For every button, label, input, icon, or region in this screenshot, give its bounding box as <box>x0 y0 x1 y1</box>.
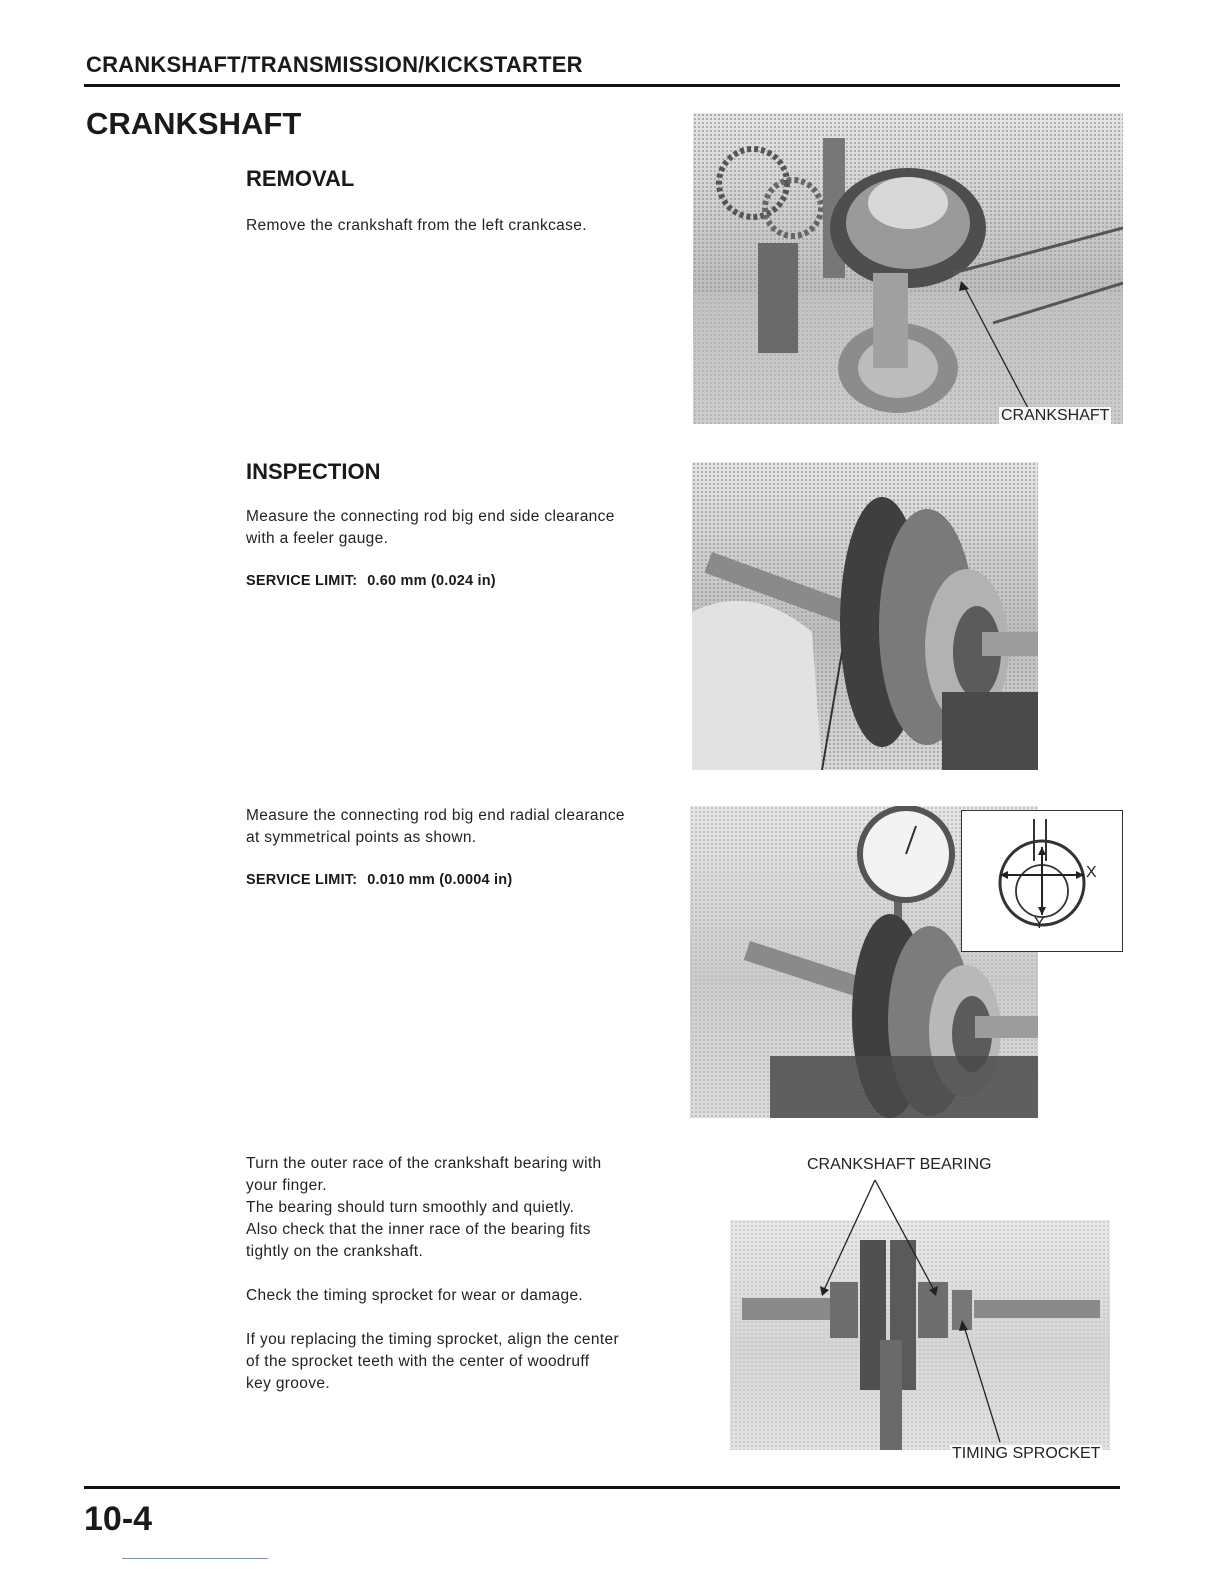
bearing-text-line-1: Turn the outer race of the crankshaft bearing with <box>246 1155 602 1172</box>
callout-leader-lines <box>700 1150 1120 1468</box>
side-clearance-text <box>246 506 678 550</box>
service-limit-value: 0.010 mm (0.0004 in) <box>367 872 513 888</box>
crankshaft-bearing-figure <box>700 1150 1120 1468</box>
crankshaft-label: CRANKSHAFT <box>1001 407 1110 424</box>
bearing-text-line-5: tightly on the crankshaft. <box>246 1243 424 1260</box>
header-rule <box>84 84 1120 87</box>
radial-clearance-line-1: Measure the connecting rod big end radial clearance <box>246 807 625 824</box>
bearing-text-line-4: Also check that the inner race of the bearing fits <box>246 1221 591 1238</box>
bearing-text-line-2: your finger. <box>246 1177 327 1194</box>
removal-heading: REMOVAL <box>246 166 355 191</box>
sprocket-replace-text <box>246 1329 678 1395</box>
y-axis-label: Y <box>1034 915 1045 932</box>
sprocket-replace-line-2: of the sprocket teeth with the center of woodruff <box>246 1353 590 1370</box>
radial-clearance-inset-diagram <box>961 810 1123 952</box>
sprocket-check-line: Check the timing sprocket for wear or damage. <box>246 1287 584 1304</box>
side-clearance-line-2: with a feeler gauge. <box>246 530 389 547</box>
bearing-text-line-3: The bearing should turn smoothly and quietly. <box>246 1199 575 1216</box>
service-limit-value: 0.60 mm (0.024 in) <box>367 573 496 589</box>
radial-clearance-text <box>246 805 678 849</box>
side-clearance-line-1: Measure the connecting rod big end side clearance <box>246 508 615 525</box>
service-limit-label: SERVICE LIMIT: <box>246 573 358 589</box>
sprocket-replace-line-3: key groove. <box>246 1375 330 1392</box>
page-number: 10-4 <box>84 1500 153 1538</box>
inspection-heading: INSPECTION <box>246 459 381 484</box>
sprocket-replace-line-1: If you replacing the timing sprocket, align the center <box>246 1331 620 1348</box>
page-title: CRANKSHAFT <box>86 106 302 141</box>
removal-text-line: Remove the crankshaft from the left crankcase. <box>246 217 587 234</box>
radial-clearance-line-2: at symmetrical points as shown. <box>246 829 477 846</box>
bearing-check-text <box>246 1153 678 1263</box>
crankshaft-removal-illustration <box>693 113 1123 424</box>
running-header: CRANKSHAFT/TRANSMISSION/KICKSTARTER <box>86 52 583 77</box>
footer-decorative-line <box>122 1558 268 1559</box>
side-clearance-service-limit <box>246 573 496 589</box>
x-axis-label: X <box>1086 864 1097 881</box>
removal-text <box>246 215 678 237</box>
footer-rule <box>84 1486 1120 1489</box>
sprocket-check-text <box>246 1285 678 1307</box>
crankshaft-removal-photo <box>693 113 1123 424</box>
service-limit-label: SERVICE LIMIT: <box>246 872 358 888</box>
feeler-gauge-illustration <box>692 462 1038 770</box>
feeler-gauge-photo <box>692 462 1038 770</box>
timing-sprocket-label: TIMING SPROCKET <box>952 1445 1101 1462</box>
crankshaft-bearing-label: CRANKSHAFT BEARING <box>807 1156 992 1173</box>
radial-clearance-service-limit <box>246 872 512 888</box>
